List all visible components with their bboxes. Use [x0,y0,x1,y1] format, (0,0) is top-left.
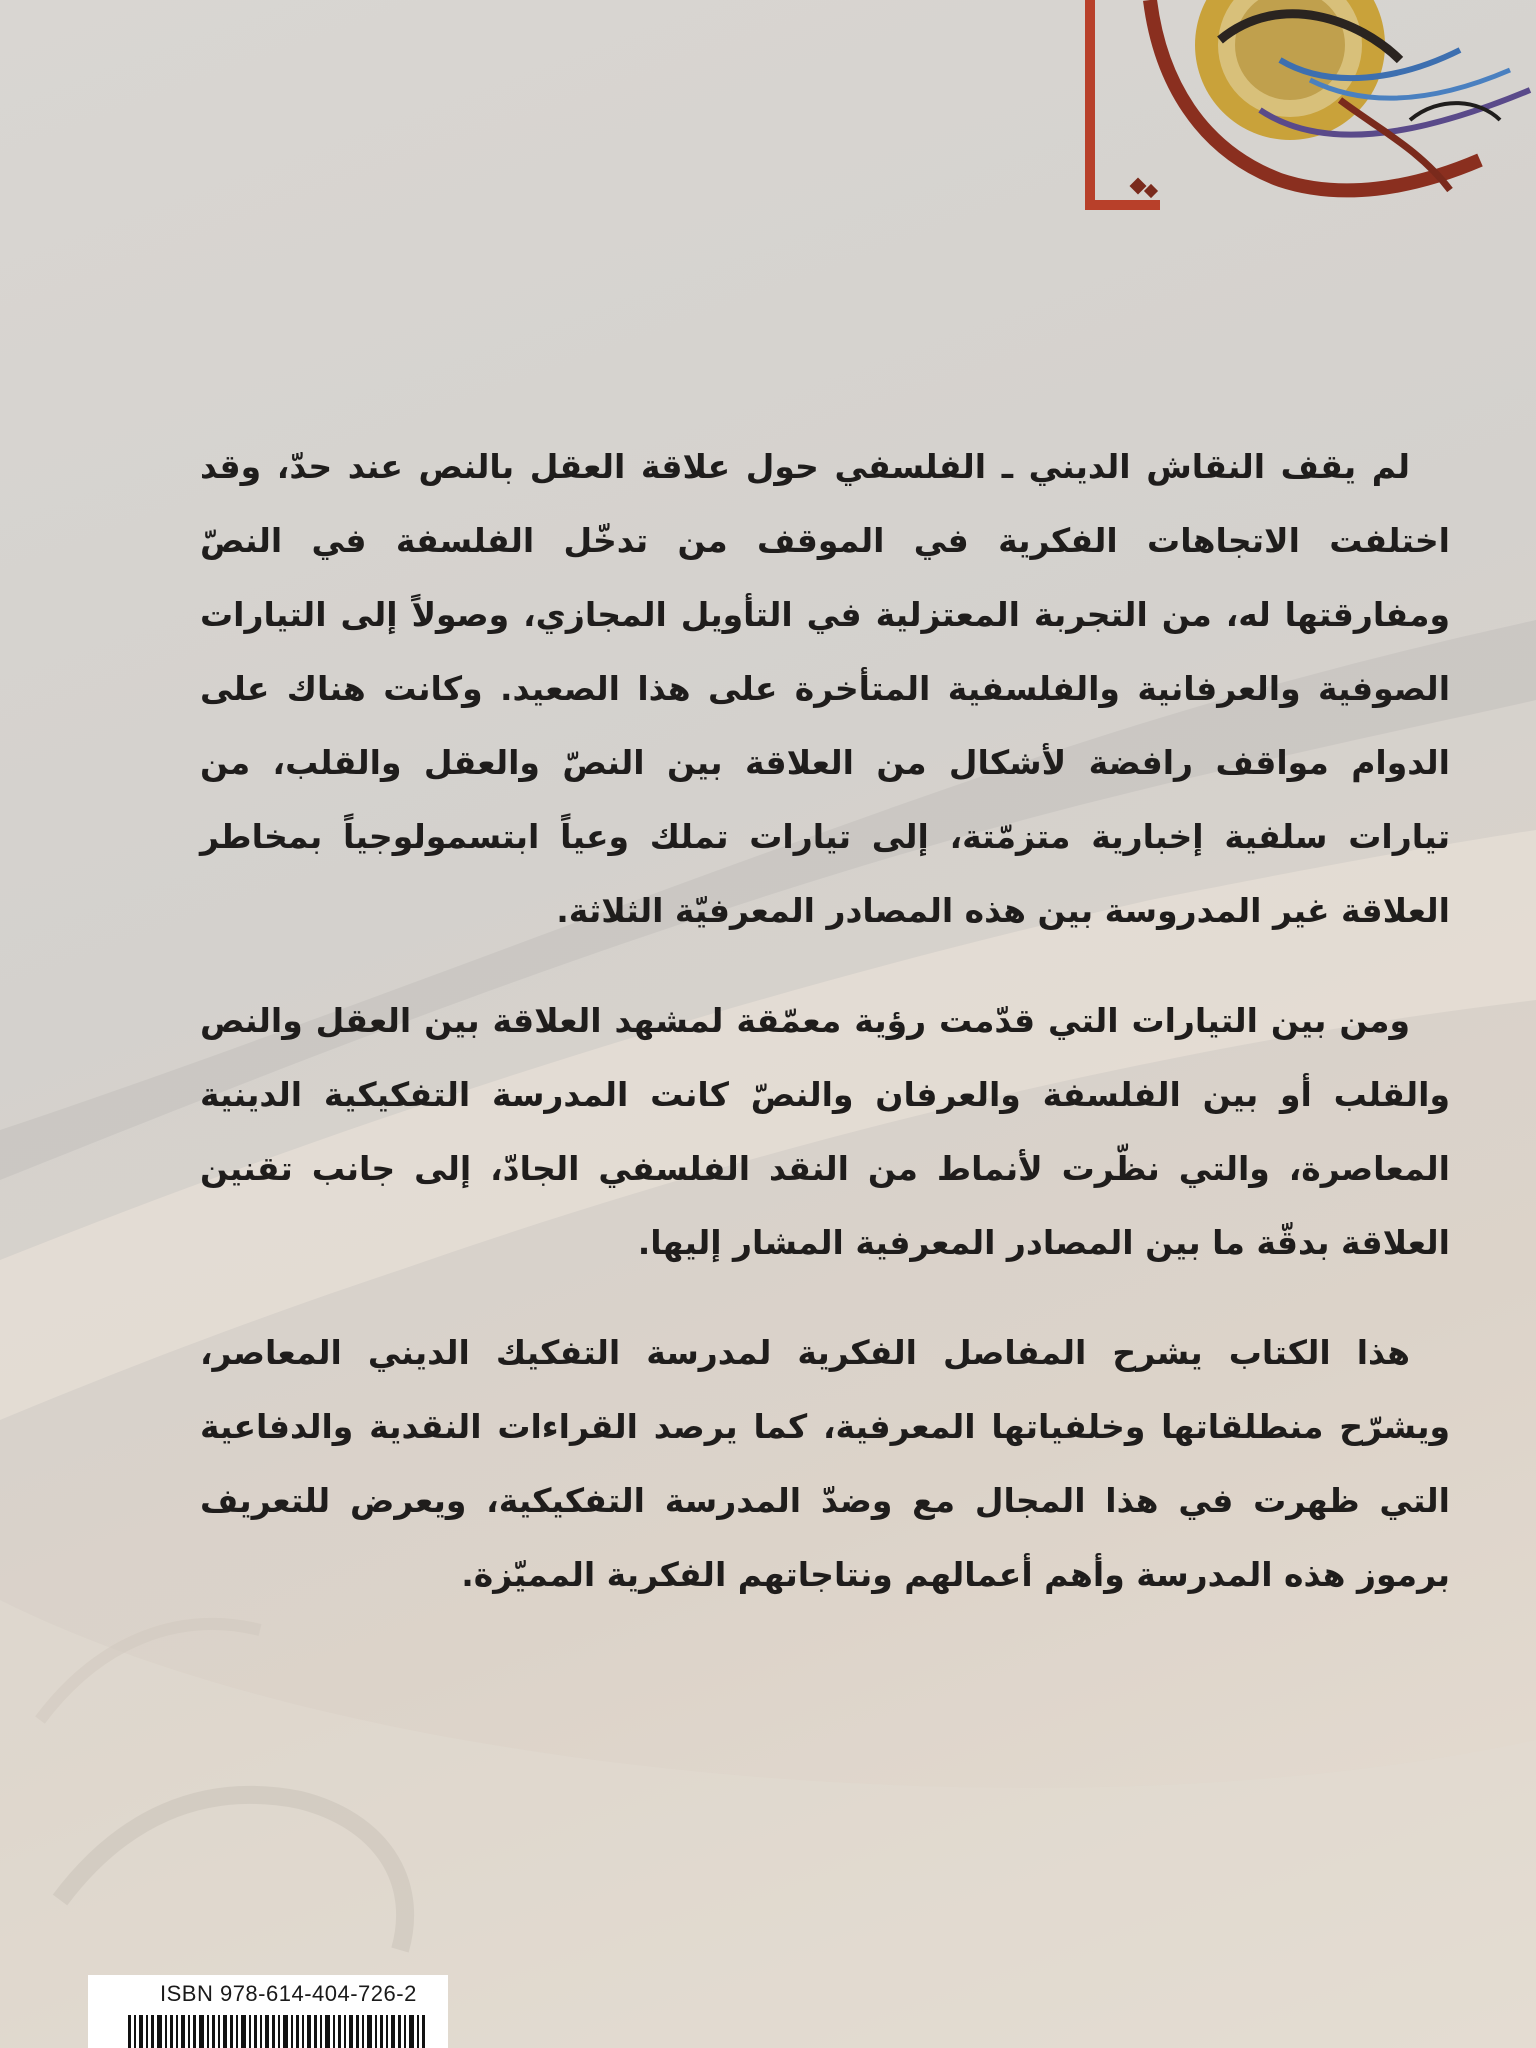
paragraph-2: ومن بين التيارات التي قدّمت رؤية معمّقة لمشهد العلاقة بين العقل والنص والقلب أو بين الفلسفة والعرفان والنصّ كانت المدرسة التفكيكية الدينية المعاصرة، والتي نظّرت لأنماط من النقد الفلسفي الجادّ، إلى جانب تقنين العلاقة بدقّة ما بين المصادر المعرفية المشار إليها. [200,1001,1450,1262]
barcode-icon [128,2015,428,2048]
isbn-label [88,1975,448,2048]
paragraph-1: لم يقف النقاش الديني ـ الفلسفي حول علاقة العقل بالنص عند حدّ، وقد اختلفت الاتجاهات الفكرية في الموقف من تدخّل الفلسفة في النصّ ومفارقتها له، من التجربة المعتزلية في التأويل المجازي، وصولاً إلى التيارات الصوفية والعرفانية والفلسفية المتأخرة على هذا الصعيد. وكانت هناك على الدوام مواقف رافضة لأشكال من العلاقة بين النصّ والعقل والقلب، من تيارات سلفية إخبارية متزمّتة، إلى تيارات تملك وعياً ابتسمولوجياً بمخاطر العلاقة غير المدروسة بين هذه المصادر المعرفيّة الثلاثة. [200,447,1450,930]
paragraph-3: هذا الكتاب يشرح المفاصل الفكرية لمدرسة التفكيك الديني المعاصر، ويشرّح منطلقاتها وخلفياتها المعرفية، كما يرصد القراءات النقدية والدفاعية التي ظهرت في هذا المجال مع وضدّ المدرسة التفكيكية، ويعرض للتعريف برموز هذه المدرسة وأهم أعمالهم ونتاجاتهم الفكرية المميّزة. [200,1333,1450,1594]
book-description [200,430,1450,1648]
calligraphy-emblem-icon [1080,0,1536,215]
isbn-number: ISBN 978-614-404-726-2 [160,1981,417,2006]
